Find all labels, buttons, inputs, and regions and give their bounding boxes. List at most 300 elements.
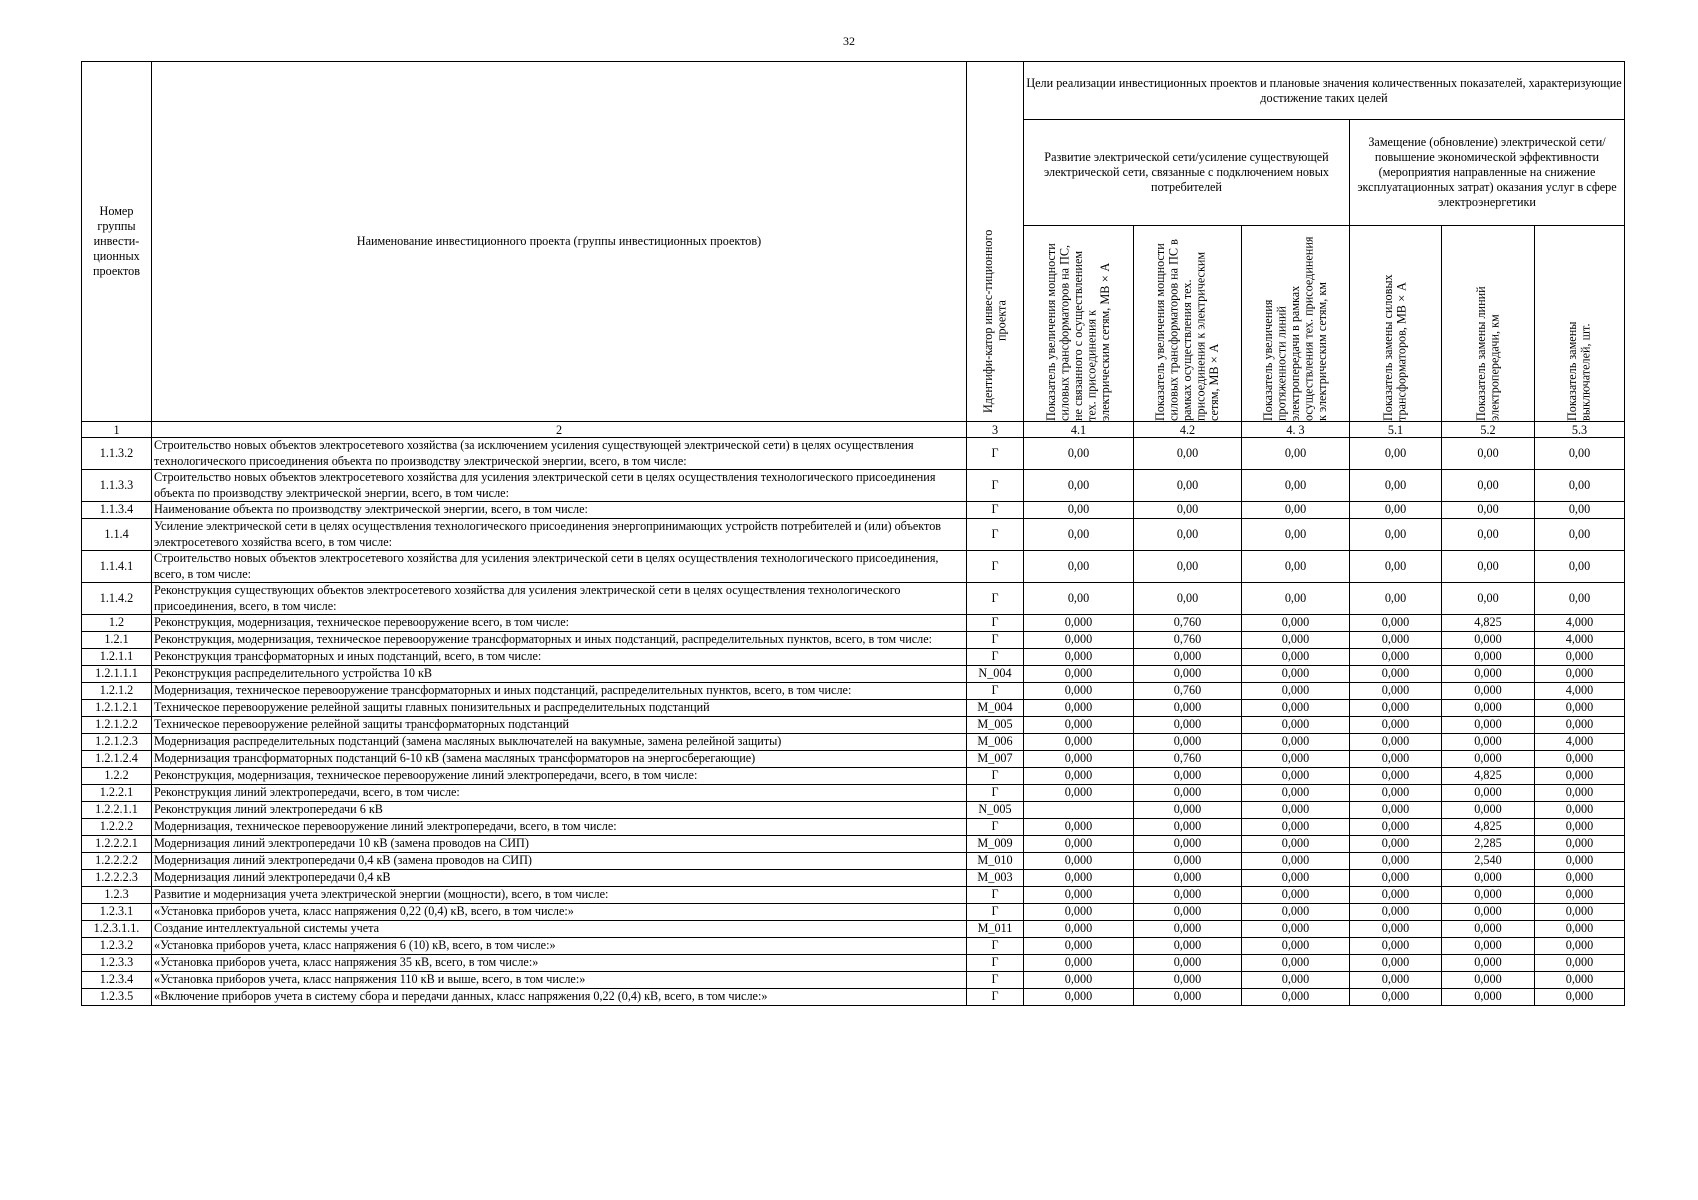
cell-identifier: Г	[967, 649, 1024, 666]
cell-value-4-2: 0,760	[1134, 632, 1242, 649]
table-row	[82, 615, 1625, 632]
cell-identifier: Г	[967, 938, 1024, 955]
table-row	[82, 717, 1625, 734]
cell-identifier: M_006	[967, 734, 1024, 751]
cell-value-5-1: 0,000	[1350, 734, 1442, 751]
cell-project-name: «Установка приборов учета, класс напряжения 110 кВ и выше, всего, в том числе:»	[152, 972, 967, 989]
cell-value-5-1: 0,000	[1350, 632, 1442, 649]
cell-value-4-3: 0,000	[1242, 989, 1350, 1006]
cell-project-name: Техническое перевооружение релейной защиты главных понизительных и распределительных подстанций	[152, 700, 967, 717]
cell-group-number: 1.2.3.4	[82, 972, 152, 989]
cell-project-name: Техническое перевооружение релейной защиты трансформаторных подстанций	[152, 717, 967, 734]
table-row	[82, 819, 1625, 836]
cell-value-5-2: 0,00	[1442, 438, 1535, 470]
cell-value-5-3: 0,000	[1535, 649, 1625, 666]
table-row	[82, 768, 1625, 785]
cell-value-4-1: 0,00	[1024, 583, 1134, 615]
cell-value-4-1: 0,00	[1024, 470, 1134, 502]
cell-value-4-2: 0,00	[1134, 470, 1242, 502]
cell-value-5-1: 0,000	[1350, 700, 1442, 717]
cell-value-5-1: 0,00	[1350, 470, 1442, 502]
column-number: 5.3	[1535, 422, 1625, 438]
cell-value-4-3: 0,000	[1242, 700, 1350, 717]
cell-project-name: Усиление электрической сети в целях осуществления технологического присоединения энергопринимающих устройств потребителей и (или) объектов электросетевого хозяйства всего, в том числе:	[152, 519, 967, 551]
cell-value-4-1	[1024, 802, 1134, 819]
cell-value-5-3: 0,000	[1535, 870, 1625, 887]
cell-value-4-3: 0,000	[1242, 615, 1350, 632]
cell-value-5-3: 4,000	[1535, 615, 1625, 632]
cell-value-5-2: 0,000	[1442, 700, 1535, 717]
cell-value-5-1: 0,000	[1350, 717, 1442, 734]
cell-project-name: «Установка приборов учета, класс напряжения 6 (10) кВ, всего, в том числе:»	[152, 938, 967, 955]
cell-value-5-3: 0,000	[1535, 955, 1625, 972]
cell-value-5-1: 0,000	[1350, 904, 1442, 921]
cell-project-name: Реконструкция распределительного устройства 10 кВ	[152, 666, 967, 683]
cell-value-4-1: 0,000	[1024, 870, 1134, 887]
cell-identifier: Г	[967, 972, 1024, 989]
cell-value-5-2: 0,000	[1442, 632, 1535, 649]
table-row	[82, 734, 1625, 751]
cell-project-name: «Включение приборов учета в систему сбора и передачи данных, класс напряжения 0,22 (0,4) кВ, всего, в том числе:»	[152, 989, 967, 1006]
cell-value-4-3: 0,000	[1242, 870, 1350, 887]
cell-value-4-1: 0,00	[1024, 519, 1134, 551]
table-row	[82, 438, 1625, 470]
cell-project-name: Модернизация, техническое перевооружение трансформаторных и иных подстанций, распределительных пунктов, всего, в том числе:	[152, 683, 967, 700]
cell-value-5-1: 0,000	[1350, 921, 1442, 938]
table-row	[82, 502, 1625, 519]
cell-identifier: M_007	[967, 751, 1024, 768]
cell-value-5-1: 0,00	[1350, 519, 1442, 551]
cell-value-4-2: 0,000	[1134, 717, 1242, 734]
cell-identifier: Г	[967, 551, 1024, 583]
cell-value-5-1: 0,000	[1350, 989, 1442, 1006]
cell-identifier: Г	[967, 955, 1024, 972]
table-row	[82, 921, 1625, 938]
cell-value-5-2: 4,825	[1442, 615, 1535, 632]
cell-identifier: Г	[967, 615, 1024, 632]
cell-project-name: Модернизация линий электропередачи 0,4 кВ	[152, 870, 967, 887]
cell-value-5-1: 0,000	[1350, 887, 1442, 904]
cell-value-5-2: 2,285	[1442, 836, 1535, 853]
cell-value-5-3: 0,00	[1535, 519, 1625, 551]
cell-identifier: Г	[967, 785, 1024, 802]
cell-value-4-1: 0,000	[1024, 955, 1134, 972]
cell-project-name: Реконструкция линий электропередачи, всего, в том числе:	[152, 785, 967, 802]
cell-identifier: N_004	[967, 666, 1024, 683]
cell-value-4-2: 0,760	[1134, 615, 1242, 632]
cell-group-number: 1.2	[82, 615, 152, 632]
cell-identifier: Г	[967, 683, 1024, 700]
header-group-number: Номер группы инвести-ционных проектов	[82, 62, 152, 422]
column-number: 4.2	[1134, 422, 1242, 438]
cell-identifier: M_003	[967, 870, 1024, 887]
cell-value-5-1: 0,000	[1350, 870, 1442, 887]
cell-value-4-1: 0,000	[1024, 768, 1134, 785]
cell-value-5-2: 0,000	[1442, 904, 1535, 921]
table-row	[82, 470, 1625, 502]
cell-value-5-1: 0,000	[1350, 751, 1442, 768]
cell-value-5-2: 0,000	[1442, 921, 1535, 938]
cell-project-name: Модернизация линий электропередачи 10 кВ (замена проводов на СИП)	[152, 836, 967, 853]
header-col-4-3: Показатель увеличения протяженности линий электропередачи в рамках осуществления тех. присоединения к электрическим сетям, км	[1242, 226, 1350, 422]
cell-value-4-2: 0,00	[1134, 583, 1242, 615]
cell-value-5-2: 0,000	[1442, 649, 1535, 666]
cell-value-5-1: 0,000	[1350, 938, 1442, 955]
cell-value-4-1: 0,000	[1024, 853, 1134, 870]
cell-value-5-1: 0,000	[1350, 785, 1442, 802]
table-row	[82, 972, 1625, 989]
table-row	[82, 700, 1625, 717]
cell-group-number: 1.2.1.2.1	[82, 700, 152, 717]
cell-value-5-3: 0,000	[1535, 989, 1625, 1006]
cell-identifier: M_009	[967, 836, 1024, 853]
cell-project-name: Реконструкция существующих объектов электросетевого хозяйства для усиления электрической сети в целях осуществления технологического присоединения, всего, в том числе:	[152, 583, 967, 615]
column-number-row	[82, 422, 1625, 438]
cell-value-4-3: 0,000	[1242, 717, 1350, 734]
cell-value-4-3: 0,000	[1242, 632, 1350, 649]
cell-identifier: Г	[967, 470, 1024, 502]
cell-project-name: «Установка приборов учета, класс напряжения 35 кВ, всего, в том числе:»	[152, 955, 967, 972]
cell-identifier: Г	[967, 768, 1024, 785]
cell-group-number: 1.2.1.2.4	[82, 751, 152, 768]
cell-value-4-3: 0,000	[1242, 938, 1350, 955]
investment-table	[81, 61, 1625, 1006]
cell-value-4-3: 0,000	[1242, 921, 1350, 938]
cell-value-5-1: 0,000	[1350, 768, 1442, 785]
cell-group-number: 1.2.2.2	[82, 819, 152, 836]
cell-group-number: 1.2.1.1	[82, 649, 152, 666]
cell-value-5-2: 0,00	[1442, 519, 1535, 551]
cell-identifier: M_011	[967, 921, 1024, 938]
cell-value-5-1: 0,000	[1350, 666, 1442, 683]
cell-group-number: 1.2.2.1	[82, 785, 152, 802]
cell-value-5-3: 0,00	[1535, 551, 1625, 583]
cell-value-4-3: 0,000	[1242, 802, 1350, 819]
cell-project-name: Реконструкция, модернизация, техническое перевооружение линий электропередачи, всего, в том числе:	[152, 768, 967, 785]
cell-value-4-1: 0,00	[1024, 438, 1134, 470]
cell-value-4-2: 0,00	[1134, 551, 1242, 583]
cell-group-number: 1.2.1.1.1	[82, 666, 152, 683]
table-row	[82, 683, 1625, 700]
cell-value-5-1: 0,00	[1350, 502, 1442, 519]
column-number: 5.1	[1350, 422, 1442, 438]
cell-value-4-2: 0,00	[1134, 502, 1242, 519]
cell-identifier: Г	[967, 887, 1024, 904]
table-row	[82, 649, 1625, 666]
cell-value-4-2: 0,000	[1134, 904, 1242, 921]
header-col-4-1: Показатель увеличения мощности силовых трансформаторов на ПС, не связанного с осуществлением тех. присоединения к электрическим сетям, МВ×А	[1024, 226, 1134, 422]
cell-project-name: Реконструкция, модернизация, техническое перевооружение всего, в том числе:	[152, 615, 967, 632]
cell-value-5-3: 0,000	[1535, 666, 1625, 683]
cell-value-4-3: 0,000	[1242, 972, 1350, 989]
cell-value-4-1: 0,000	[1024, 734, 1134, 751]
cell-value-4-2: 0,000	[1134, 768, 1242, 785]
cell-value-4-2: 0,000	[1134, 649, 1242, 666]
cell-value-5-3: 0,000	[1535, 938, 1625, 955]
cell-group-number: 1.2.1.2.2	[82, 717, 152, 734]
cell-project-name: Строительство новых объектов электросетевого хозяйства (за исключением усиления существующей электрической сети) в целях осуществления технологического присоединения объекта по производству электрической энергии, всего, в том числе:	[152, 438, 967, 470]
cell-value-5-2: 0,000	[1442, 870, 1535, 887]
cell-value-4-3: 0,000	[1242, 853, 1350, 870]
cell-value-5-1: 0,00	[1350, 438, 1442, 470]
cell-value-5-3: 0,00	[1535, 438, 1625, 470]
header-project-name: Наименование инвестиционного проекта (группы инвестиционных проектов)	[152, 62, 967, 422]
column-number: 1	[82, 422, 152, 438]
cell-value-4-1: 0,000	[1024, 649, 1134, 666]
cell-value-5-1: 0,000	[1350, 853, 1442, 870]
cell-identifier: Г	[967, 583, 1024, 615]
cell-value-5-2: 0,000	[1442, 938, 1535, 955]
cell-value-4-2: 0,00	[1134, 438, 1242, 470]
cell-value-5-2: 2,540	[1442, 853, 1535, 870]
cell-value-5-2: 0,000	[1442, 989, 1535, 1006]
cell-value-4-2: 0,000	[1134, 802, 1242, 819]
cell-value-4-2: 0,000	[1134, 938, 1242, 955]
cell-value-4-1: 0,000	[1024, 785, 1134, 802]
cell-value-4-1: 0,00	[1024, 502, 1134, 519]
table-row	[82, 751, 1625, 768]
header-col-4-2: Показатель увеличения мощности силовых трансформаторов на ПС в рамках осуществления тех. присоединения к электрическим сетям, МВ×А	[1134, 226, 1242, 422]
column-number: 2	[152, 422, 967, 438]
cell-value-4-2: 0,760	[1134, 683, 1242, 700]
cell-project-name: Модернизация трансформаторных подстанций 6-10 кВ (замена масляных трансформаторов на энергосберегающие)	[152, 751, 967, 768]
cell-value-4-2: 0,000	[1134, 666, 1242, 683]
page-number: 32	[843, 34, 855, 48]
cell-value-5-2: 0,000	[1442, 666, 1535, 683]
cell-value-4-2: 0,000	[1134, 972, 1242, 989]
cell-value-4-2: 0,00	[1134, 519, 1242, 551]
cell-value-4-1: 0,000	[1024, 972, 1134, 989]
cell-value-5-2: 0,000	[1442, 734, 1535, 751]
cell-value-4-1: 0,000	[1024, 921, 1134, 938]
cell-value-4-2: 0,000	[1134, 785, 1242, 802]
cell-project-name: Реконструкция, модернизация, техническое перевооружение трансформаторных и иных подстанций, распределительных пунктов, всего, в том числе:	[152, 632, 967, 649]
cell-value-5-3: 0,000	[1535, 904, 1625, 921]
cell-value-4-3: 0,000	[1242, 683, 1350, 700]
cell-value-4-1: 0,00	[1024, 551, 1134, 583]
table-row	[82, 836, 1625, 853]
cell-group-number: 1.1.3.3	[82, 470, 152, 502]
cell-value-5-2: 0,000	[1442, 683, 1535, 700]
cell-value-5-3: 0,000	[1535, 751, 1625, 768]
column-number: 4.1	[1024, 422, 1134, 438]
cell-value-4-1: 0,000	[1024, 836, 1134, 853]
table-row	[82, 666, 1625, 683]
cell-value-4-3: 0,000	[1242, 734, 1350, 751]
cell-value-5-1: 0,000	[1350, 955, 1442, 972]
cell-value-5-3: 0,000	[1535, 802, 1625, 819]
header-col-5-2: Показатель замены линий электропередачи, км	[1442, 226, 1535, 422]
column-number: 4. 3	[1242, 422, 1350, 438]
cell-identifier: M_010	[967, 853, 1024, 870]
cell-identifier: M_004	[967, 700, 1024, 717]
cell-value-5-3: 0,000	[1535, 785, 1625, 802]
cell-value-4-1: 0,000	[1024, 683, 1134, 700]
cell-value-5-1: 0,000	[1350, 615, 1442, 632]
cell-value-4-1: 0,000	[1024, 887, 1134, 904]
table-row	[82, 870, 1625, 887]
cell-identifier: Г	[967, 519, 1024, 551]
cell-value-4-1: 0,000	[1024, 632, 1134, 649]
cell-value-4-3: 0,000	[1242, 649, 1350, 666]
cell-value-4-2: 0,000	[1134, 870, 1242, 887]
cell-group-number: 1.2.3.3	[82, 955, 152, 972]
cell-group-number: 1.2.1.2.3	[82, 734, 152, 751]
header-identifier: Идентифи-катор инвес-тиционного проекта	[967, 62, 1024, 422]
cell-value-5-2: 0,00	[1442, 551, 1535, 583]
cell-value-4-3: 0,00	[1242, 470, 1350, 502]
cell-value-5-2: 0,00	[1442, 470, 1535, 502]
header-col-5-1: Показатель замены силовых трансформаторов, МВ×А	[1350, 226, 1442, 422]
cell-project-name: Создание интеллектуальной системы учета	[152, 921, 967, 938]
cell-value-4-3: 0,00	[1242, 583, 1350, 615]
cell-value-5-1: 0,000	[1350, 819, 1442, 836]
cell-value-4-3: 0,000	[1242, 666, 1350, 683]
cell-value-4-1: 0,000	[1024, 989, 1134, 1006]
cell-value-4-3: 0,000	[1242, 819, 1350, 836]
column-number: 3	[967, 422, 1024, 438]
cell-group-number: 1.2.2.2.3	[82, 870, 152, 887]
cell-value-4-3: 0,000	[1242, 768, 1350, 785]
cell-project-name: Наименование объекта по производству электрической энергии, всего, в том числе:	[152, 502, 967, 519]
cell-project-name: Реконструкция трансформаторных и иных подстанций, всего, в том числе:	[152, 649, 967, 666]
cell-value-4-1: 0,000	[1024, 700, 1134, 717]
cell-value-4-1: 0,000	[1024, 666, 1134, 683]
column-number: 5.2	[1442, 422, 1535, 438]
cell-value-4-2: 0,000	[1134, 819, 1242, 836]
cell-project-name: Модернизация, техническое перевооружение линий электропередачи, всего, в том числе:	[152, 819, 967, 836]
cell-value-5-1: 0,00	[1350, 551, 1442, 583]
cell-value-5-2: 0,000	[1442, 955, 1535, 972]
cell-value-5-3: 0,000	[1535, 887, 1625, 904]
cell-value-5-3: 4,000	[1535, 683, 1625, 700]
table-row	[82, 989, 1625, 1006]
cell-value-4-3: 0,000	[1242, 751, 1350, 768]
cell-project-name: Строительство новых объектов электросетевого хозяйства для усиления электрической сети в целях осуществления технологического присоединения, всего, в том числе:	[152, 551, 967, 583]
table-row	[82, 785, 1625, 802]
cell-value-4-2: 0,000	[1134, 989, 1242, 1006]
cell-value-4-1: 0,000	[1024, 615, 1134, 632]
cell-value-5-2: 0,00	[1442, 583, 1535, 615]
cell-group-number: 1.2.2.2.1	[82, 836, 152, 853]
cell-group-number: 1.1.4.2	[82, 583, 152, 615]
cell-value-4-3: 0,00	[1242, 502, 1350, 519]
cell-value-4-3: 0,000	[1242, 785, 1350, 802]
table-row	[82, 887, 1625, 904]
cell-group-number: 1.2.3.1	[82, 904, 152, 921]
cell-group-number: 1.2.3.5	[82, 989, 152, 1006]
cell-value-5-3: 4,000	[1535, 734, 1625, 751]
cell-identifier: Г	[967, 632, 1024, 649]
cell-group-number: 1.2.2.1.1	[82, 802, 152, 819]
table-row	[82, 955, 1625, 972]
cell-value-4-3: 0,00	[1242, 438, 1350, 470]
cell-value-5-1: 0,000	[1350, 649, 1442, 666]
cell-value-5-2: 4,825	[1442, 819, 1535, 836]
cell-identifier: Г	[967, 904, 1024, 921]
cell-group-number: 1.1.4	[82, 519, 152, 551]
table-row	[82, 519, 1625, 551]
cell-value-4-1: 0,000	[1024, 819, 1134, 836]
header-replacement-group: Замещение (обновление) электрической сети/повышение экономической эффективности (мероприятия направленные на снижение эксплуатационных затрат) оказания услуг в сфере электроэнергетики	[1350, 120, 1625, 226]
cell-group-number: 1.2.1.2	[82, 683, 152, 700]
header-goals: Цели реализации инвестиционных проектов и плановые значения количественных показателей, характеризующие достижение таких целей	[1024, 62, 1625, 120]
cell-group-number: 1.2.3.1.1.	[82, 921, 152, 938]
cell-value-5-2: 0,000	[1442, 887, 1535, 904]
cell-value-4-1: 0,000	[1024, 751, 1134, 768]
cell-value-5-3: 4,000	[1535, 632, 1625, 649]
cell-value-4-2: 0,000	[1134, 887, 1242, 904]
cell-value-4-3: 0,000	[1242, 904, 1350, 921]
cell-group-number: 1.2.2.2.2	[82, 853, 152, 870]
cell-project-name: Строительство новых объектов электросетевого хозяйства для усиления электрической сети в целях осуществления технологического присоединения объекта по производству электрической энергии, всего, в том числе:	[152, 470, 967, 502]
cell-value-5-3: 0,000	[1535, 836, 1625, 853]
cell-value-5-1: 0,000	[1350, 972, 1442, 989]
cell-project-name: Реконструкция линий электропередачи 6 кВ	[152, 802, 967, 819]
cell-value-5-3: 0,000	[1535, 768, 1625, 785]
cell-value-4-1: 0,000	[1024, 938, 1134, 955]
cell-group-number: 1.1.3.4	[82, 502, 152, 519]
cell-identifier: Г	[967, 819, 1024, 836]
cell-value-4-3: 0,00	[1242, 519, 1350, 551]
cell-identifier: Г	[967, 989, 1024, 1006]
cell-identifier: Г	[967, 502, 1024, 519]
cell-value-4-3: 0,000	[1242, 887, 1350, 904]
cell-value-5-3: 0,000	[1535, 972, 1625, 989]
cell-value-4-1: 0,000	[1024, 717, 1134, 734]
table-row	[82, 551, 1625, 583]
cell-value-5-3: 0,00	[1535, 470, 1625, 502]
table-row	[82, 802, 1625, 819]
table-row	[82, 904, 1625, 921]
cell-group-number: 1.1.4.1	[82, 551, 152, 583]
header-development-group: Развитие электрической сети/усиление существующей электрической сети, связанные с подключением новых потребителей	[1024, 120, 1350, 226]
cell-value-5-2: 4,825	[1442, 768, 1535, 785]
cell-value-4-3: 0,000	[1242, 836, 1350, 853]
cell-group-number: 1.2.1	[82, 632, 152, 649]
cell-value-4-2: 0,000	[1134, 921, 1242, 938]
cell-group-number: 1.2.3	[82, 887, 152, 904]
cell-value-5-3: 0,000	[1535, 819, 1625, 836]
cell-value-5-1: 0,000	[1350, 836, 1442, 853]
cell-value-5-2: 0,000	[1442, 802, 1535, 819]
cell-value-5-2: 0,000	[1442, 717, 1535, 734]
cell-value-5-3: 0,00	[1535, 583, 1625, 615]
cell-value-4-3: 0,00	[1242, 551, 1350, 583]
table-row	[82, 583, 1625, 615]
table-row	[82, 938, 1625, 955]
cell-value-5-1: 0,00	[1350, 583, 1442, 615]
header-col-5-3: Показатель замены выключателей, шт.	[1535, 226, 1625, 422]
cell-value-5-2: 0,000	[1442, 785, 1535, 802]
cell-project-name: Модернизация распределительных подстанций (замена масляных выключателей на вакумные, замена релейной защиты)	[152, 734, 967, 751]
cell-value-4-1: 0,000	[1024, 904, 1134, 921]
cell-value-5-3: 0,00	[1535, 502, 1625, 519]
cell-group-number: 1.1.3.2	[82, 438, 152, 470]
cell-value-5-2: 0,000	[1442, 751, 1535, 768]
table-row	[82, 632, 1625, 649]
cell-project-name: «Установка приборов учета, класс напряжения 0,22 (0,4) кВ, всего, в том числе:»	[152, 904, 967, 921]
cell-value-4-2: 0,000	[1134, 836, 1242, 853]
cell-identifier: N_005	[967, 802, 1024, 819]
cell-value-5-3: 0,000	[1535, 700, 1625, 717]
cell-value-5-1: 0,000	[1350, 802, 1442, 819]
cell-value-5-1: 0,000	[1350, 683, 1442, 700]
cell-value-4-3: 0,000	[1242, 955, 1350, 972]
cell-value-4-2: 0,000	[1134, 955, 1242, 972]
cell-value-5-2: 0,00	[1442, 502, 1535, 519]
cell-value-4-2: 0,760	[1134, 751, 1242, 768]
